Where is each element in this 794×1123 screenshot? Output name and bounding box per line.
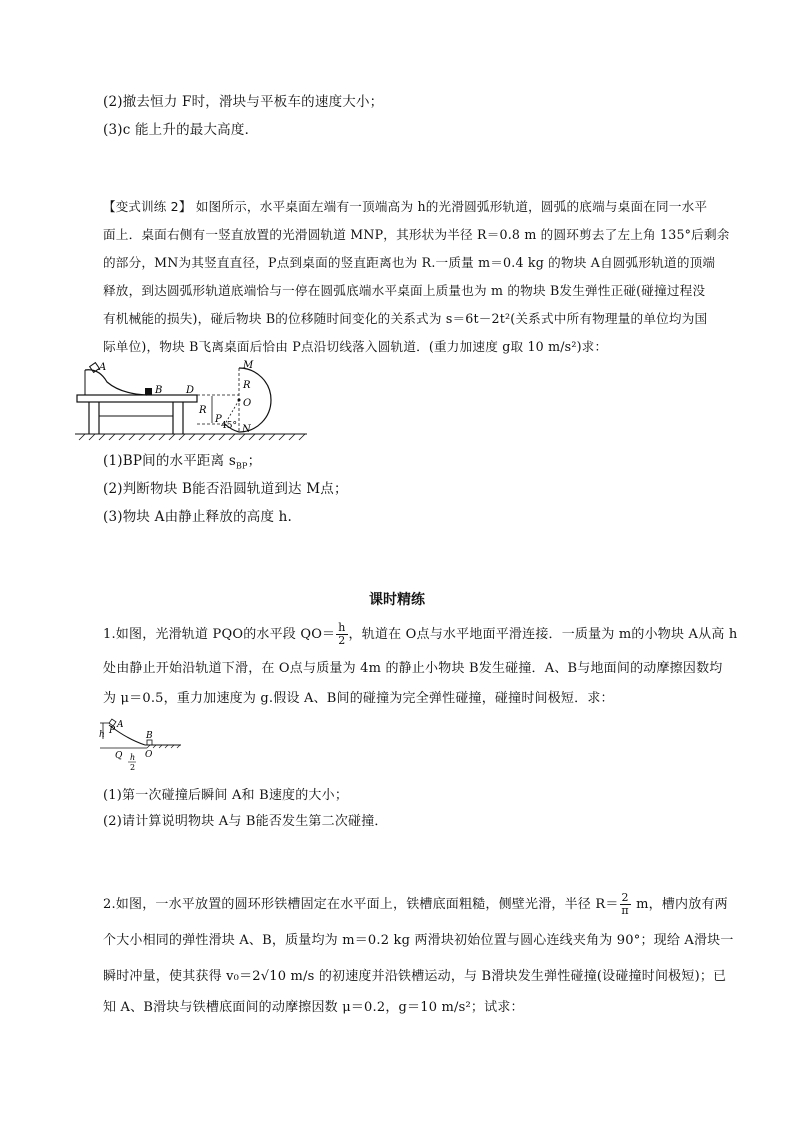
variant-text: 如图所示，水平桌面左端有一顶端高为 h的光滑圆弧形轨道，圆弧的底端与桌面在同一水平 bbox=[195, 199, 708, 214]
fig-label-m: M bbox=[243, 360, 254, 371]
fig-label-r-left: R bbox=[199, 405, 207, 416]
problem1-figure bbox=[97, 717, 187, 777]
fig-label-angle: 45° bbox=[221, 421, 237, 431]
fig1-frac-den: 2 bbox=[130, 763, 136, 772]
fig-label-o: O bbox=[243, 398, 252, 409]
fraction-2-over-pi: $\frac{2}{\pi}$ bbox=[621, 891, 629, 917]
fig1-label-b: B bbox=[146, 731, 153, 741]
question-3-max-height: (3)c 能上升的最大高度． bbox=[103, 122, 259, 138]
fig-label-d: D bbox=[186, 385, 195, 396]
variant-line-2: 面上．桌面右侧有一竖直放置的光滑圆轨道 MNP，其形状为半径 R＝0.8 m 的圆环剪去了左上角 135°后剩余 bbox=[103, 227, 730, 242]
fig1-label-q: Q bbox=[115, 751, 123, 761]
fig-label-n: N bbox=[242, 424, 251, 435]
variant-line-5: 有机械能的损失)，碰后物块 B的位移随时间变化的关系式为 s＝6t－2t²(关系式中所有物理量的单位均为国 bbox=[103, 311, 708, 326]
variant-line-4: 释放，到达圆弧形轨道底端恰与一停在圆弧底端水平桌面上质量也为 m 的物块 B发生弹性正碰(碰撞过程没 bbox=[103, 283, 706, 298]
fig1-label-o: O bbox=[145, 750, 153, 760]
fig1-label-p: P bbox=[109, 726, 116, 736]
block-b-icon bbox=[145, 388, 152, 395]
section-heading: 课时精练 bbox=[369, 592, 425, 608]
question-2-remove-force: (2)撤去恒力 F时，滑块与平板车的速度大小； bbox=[103, 94, 384, 110]
problem2-line-3: 瞬时冲量，使其获得 v₀＝2√10 m/s 的初速度并沿铁槽运动，与 B滑块发生弹性碰撞(设碰撞时间极短)；已 bbox=[103, 969, 727, 984]
variant-question-2: (2)判断物块 B能否沿圆轨道到达 M点； bbox=[103, 481, 348, 497]
problem1-line-2: 处由静止开始沿轨道下滑，在 O点与质量为 4m 的静止小物块 B发生碰撞．A、B与地面间的动摩擦因数均 bbox=[103, 661, 723, 676]
problem2-line-1: 2.如图，一水平放置的圆环形铁槽固定在水平面上，铁槽底面粗糙，侧壁光滑，半径 R＝ $\frac{2}{\pi}$ m，槽内放有两 bbox=[103, 891, 728, 917]
fig-label-r-circle: R bbox=[243, 380, 251, 391]
problem2-line-2: 个大小相同的弹性滑块 A、B，质量均为 m＝0.2 kg 两滑块初始位置与圆心连线夹角为 90°；现给 A滑块一 bbox=[103, 933, 734, 948]
variant-question-3: (3)物块 A由静止释放的高度 h. bbox=[103, 509, 293, 525]
fig1-label-h: h bbox=[99, 730, 105, 740]
problem1-line-1: 1.如图，光滑轨道 PQO的水平段 QO＝ $\frac{h}{2}$ ，轨道在 O点与水平地面平滑连接．一质量为 m的小物块 A从高 h bbox=[103, 621, 738, 647]
problem2-line-4: 知 A、B滑块与铁槽底面间的动摩擦因数 μ＝0.2，g＝10 m/s²；试求： bbox=[103, 1000, 524, 1015]
variant-question-1: (1)BP间的水平距离 $s_{BP}$； bbox=[103, 453, 262, 471]
fraction-h-over-2: $\frac{h}{2}$ bbox=[338, 621, 346, 647]
variant-line-1 bbox=[103, 193, 723, 221]
variant-line-6: 际单位)，物块 B飞离桌面后恰由 P点沿切线落入圆轨道．(重力加速度 g取 10 m/s²)求： bbox=[103, 339, 608, 354]
problem1-question-1: (1)第一次碰撞后瞬间 A和 B速度的大小； bbox=[103, 788, 349, 803]
variant-figure bbox=[75, 360, 315, 442]
fig-label-p: P bbox=[215, 414, 222, 425]
fig1-label-a: A bbox=[117, 720, 124, 730]
variant-tag: 【变式训练 2】 bbox=[103, 199, 192, 214]
fig-label-b: B bbox=[155, 385, 163, 396]
fig1-frac-num: h bbox=[130, 753, 136, 762]
problem1-question-2: (2)请计算说明物块 A与 B能否发生第二次碰撞． bbox=[103, 814, 388, 829]
problem1-line-3: 为 μ＝0.5，重力加速度为 g.假设 A、B间的碰撞为完全弹性碰撞，碰撞时间极短．求： bbox=[103, 691, 614, 706]
variant-line-3: 的部分，MN为其竖直直径，P点到桌面的竖直距离也为 R.一质量 m＝0.4 kg 的物块 A自圆弧形轨道的顶端 bbox=[103, 255, 716, 270]
fig-label-a: A bbox=[99, 362, 107, 373]
